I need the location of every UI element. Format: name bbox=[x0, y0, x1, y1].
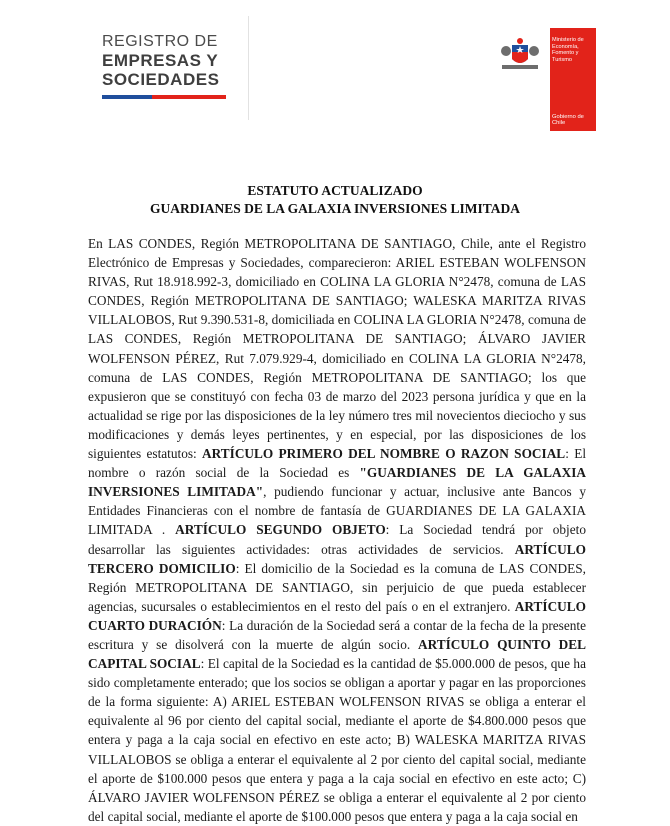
chile-coat-of-arms-icon bbox=[498, 37, 542, 75]
company-name: "GUARDIANES DE LA GALAXIA INVERSIONES LIMITADA" bbox=[88, 465, 586, 500]
article-2-text: : La Sociedad tendrá por objeto desarrollar las siguientes actividades: otras actividades de servicios. bbox=[88, 522, 586, 557]
document-body bbox=[88, 234, 586, 826]
article-1-text-2: , pudiendo funcionar y actuar, inclusive ante Bancos y Entidades Financieras con el nombre de fantasía de GUARDIANES DE LA GALAXIA LIMITADA . bbox=[88, 484, 587, 538]
document-title-2: GUARDIANES DE LA GALAXIA INVERSIONES LIMITADA bbox=[150, 201, 520, 216]
flag-stripe bbox=[102, 95, 226, 99]
article-3-text: : El domicilio de la Sociedad es la comuna de LAS CONDES, Región METROPOLITANA DE SANTIAGO, sin perjuicio de que pueda establecer agencias, sucursales o establecimientos en el resto del país o en el extranjero. bbox=[88, 560, 586, 614]
emblem-area bbox=[490, 28, 550, 131]
ministerio-label: Ministerio de Economía, Fomento y Turismo bbox=[552, 37, 584, 63]
gobierno-de-chile-logo bbox=[490, 28, 596, 131]
registro-empresas-logo bbox=[102, 32, 242, 99]
document-title-1: ESTATUTO ACTUALIZADO bbox=[247, 183, 423, 198]
body-intro: En LAS CONDES, Región METROPOLITANA DE SANTIAGO, Chile, ante el Registro Electrónico de Empresas y Sociedades, comparecieron: ARIEL ESTEBAN WOLFENSON RIVAS, Rut 18.918.992-3, domiciliado en COLINA LA GLORIA N°2478, comuna de LAS CONDES, Región METROPOLITANA DE SANTIAGO; WALESKA MARITZA RIVAS VILLALOBOS, Rut 9.390.531-8, domiciliada en COLINA LA GLORIA N°2478, comuna de LAS CONDES, Región METROPOLITANA DE SANTIAGO; ÁLVARO JAVIER WOLFENSON PÉREZ, Rut 7.079.929-4, domiciliado en COLINA LA GLORIA N°2478, comuna de LAS CONDES, Región METROPOLITANA DE SANTIAGO; los que expusieron que se constituyó con fecha 03 de marzo del 2023 persona jurídica y que en la actualidad se rige por las disposiciones de la ley número tres mil novecientos dieciocho y sus modificaciones y demás leyes pertinentes, y en especial, por las disposiciones de los siguientes estatutos: bbox=[88, 236, 586, 462]
logo-line-2: EMPRESAS Y bbox=[102, 51, 219, 70]
article-3-heading: ARTÍCULO TERCERO DOMICILIO bbox=[88, 541, 586, 576]
article-5-text: : El capital de la Sociedad es la cantidad de $5.000.000 de pesos, que ha sido completamente enterado; que los socios se obligan a aportar y pagar en las proporciones de la forma siguiente: A) ARIEL ESTEBAN WOLFENSON RIVAS se obliga a enterar el equivalente al 96 por ciento del capital social, mediante el aporte de $4.800.000 pesos que entera y paga a la caja social en efectivo en este acto; B) WALESKA MARITZA RIVAS VILLALOBOS se obliga a enterar el equivalente al 2 por ciento del capital social, mediante el aporte de $100.000 pesos que entera y paga a la caja social en efectivo en este acto; C) ÁLVARO JAVIER WOLFENSON PÉREZ se obliga a enterar el equivalente al 2 por ciento del capital social, mediante el aporte de $100.000 pesos que entera y paga a la caja social en bbox=[88, 656, 586, 824]
article-4-text: : La duración de la Sociedad será a contar de la fecha de la presente escritura y se disolverá con la muerte de algún socio. bbox=[88, 617, 586, 652]
article-1-heading: ARTÍCULO PRIMERO DEL NOMBRE O RAZON SOCIAL bbox=[202, 446, 566, 462]
article-1-text: : El nombre o razón social de la Sociedad es bbox=[88, 446, 587, 481]
gobierno-label: Gobierno de Chile bbox=[552, 114, 584, 126]
header-divider bbox=[248, 16, 249, 120]
logo-line-3: SOCIEDADES bbox=[102, 70, 220, 89]
article-4-heading: ARTÍCULO CUARTO DURACIÓN bbox=[88, 598, 586, 633]
article-2-heading: ARTÍCULO SEGUNDO OBJETO bbox=[175, 522, 386, 538]
logo-line-1: REGISTRO DE bbox=[102, 33, 218, 50]
article-5-heading: ARTÍCULO QUINTO DEL CAPITAL SOCIAL bbox=[88, 636, 586, 672]
